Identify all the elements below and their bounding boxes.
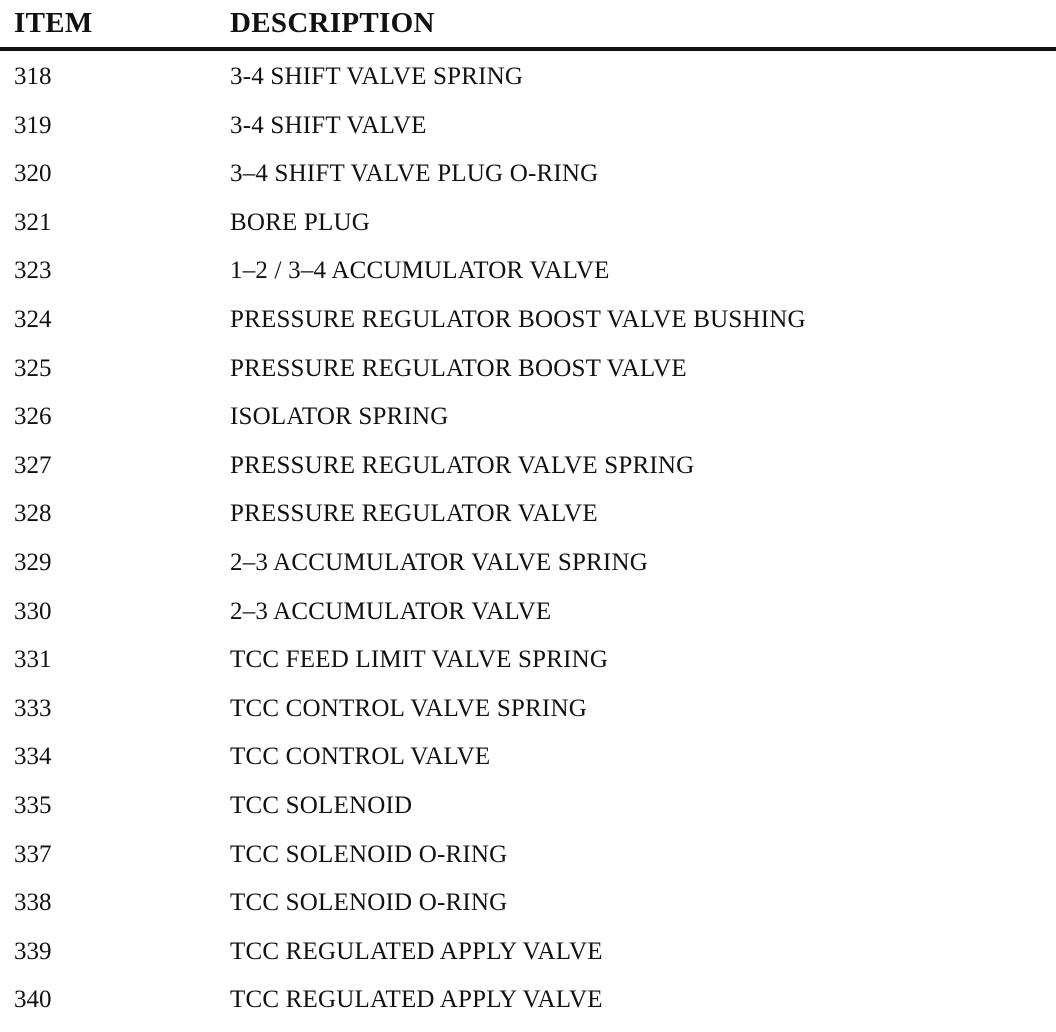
item-description: BORE PLUG (230, 208, 371, 236)
item-number: 318 (14, 63, 52, 90)
item-description: ISOLATOR SPRING (230, 403, 449, 431)
item-description: TCC FEED LIMIT VALVE SPRING (230, 646, 609, 674)
item-number: 328 (14, 500, 52, 528)
table-row (0, 683, 1056, 732)
item-number: 329 (14, 548, 52, 576)
table-row (0, 537, 1056, 586)
item-number: 331 (14, 646, 52, 674)
item-number: 319 (14, 111, 52, 139)
item-number: 338 (14, 889, 52, 917)
item-description: PRESSURE REGULATOR VALVE (230, 500, 598, 528)
item-description: PRESSURE REGULATOR BOOST VALVE (230, 354, 687, 382)
item-number: 337 (14, 840, 52, 868)
table-row (0, 780, 1056, 829)
table-row (0, 731, 1056, 780)
item-description: 3-4 SHIFT VALVE SPRING (230, 63, 524, 90)
item-description: TCC REGULATED APPLY VALVE (230, 986, 603, 1014)
table-row (0, 100, 1056, 149)
item-number: 340 (14, 986, 52, 1014)
item-description: TCC REGULATED APPLY VALVE (230, 937, 603, 965)
item-description: PRESSURE REGULATOR BOOST VALVE BUSHING (230, 305, 806, 333)
table-body (0, 51, 1056, 1023)
header-description: DESCRIPTION (230, 7, 435, 39)
table-row (0, 974, 1056, 1023)
item-description: 3–4 SHIFT VALVE PLUG O-RING (230, 160, 599, 188)
item-description: 2–3 ACCUMULATOR VALVE (230, 597, 552, 625)
item-description: 3-4 SHIFT VALVE (230, 111, 427, 139)
table-row (0, 245, 1056, 294)
table-header (0, 0, 1056, 52)
table-row (0, 829, 1056, 878)
table-row (0, 51, 1056, 100)
table-row (0, 877, 1056, 926)
table-row (0, 488, 1056, 537)
item-description: TCC SOLENOID O-RING (230, 840, 508, 868)
table-row (0, 926, 1056, 975)
item-number: 334 (14, 743, 52, 771)
item-number: 324 (14, 305, 52, 333)
item-number: 321 (14, 208, 52, 236)
item-number: 327 (14, 451, 52, 479)
item-number: 333 (14, 694, 52, 722)
item-description: TCC CONTROL VALVE (230, 743, 491, 771)
item-description: 1–2 / 3–4 ACCUMULATOR VALVE (230, 257, 610, 285)
item-number: 323 (14, 257, 52, 285)
item-number: 320 (14, 160, 52, 188)
item-number: 339 (14, 937, 52, 965)
table-row (0, 440, 1056, 489)
item-number: 335 (14, 791, 52, 819)
item-number: 326 (14, 403, 52, 431)
table-row (0, 391, 1056, 440)
table-row (0, 634, 1056, 683)
table-row (0, 586, 1056, 635)
item-description: TCC SOLENOID O-RING (230, 889, 508, 917)
table-row (0, 343, 1056, 392)
item-description: PRESSURE REGULATOR VALVE SPRING (230, 451, 695, 479)
item-description: TCC SOLENOID (230, 791, 413, 819)
header-item: ITEM (14, 7, 93, 39)
table-row (0, 197, 1056, 246)
table-row (0, 148, 1056, 197)
table-row (0, 294, 1056, 343)
item-number: 330 (14, 597, 52, 625)
item-number: 325 (14, 354, 52, 382)
item-description: TCC CONTROL VALVE SPRING (230, 694, 587, 722)
item-description: 2–3 ACCUMULATOR VALVE SPRING (230, 548, 648, 576)
